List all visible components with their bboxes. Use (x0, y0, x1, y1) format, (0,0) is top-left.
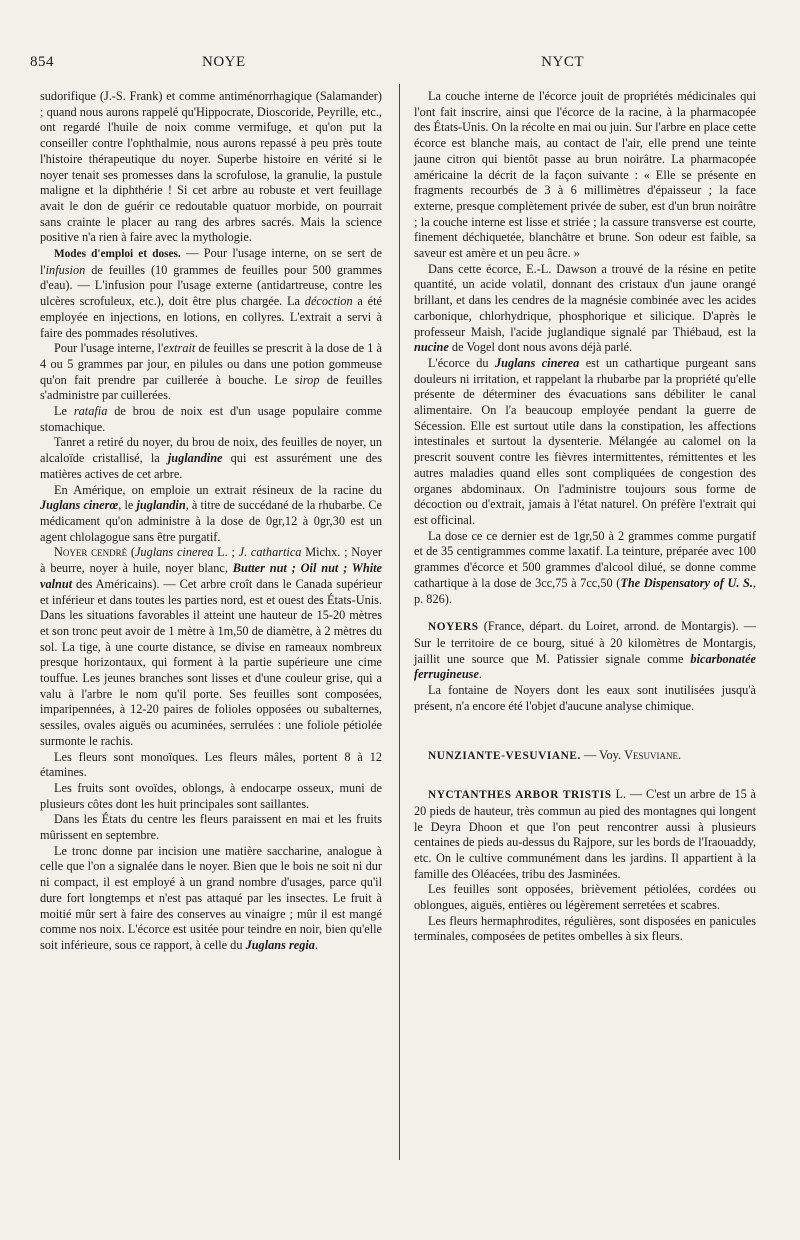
paragraph (40, 844, 382, 954)
text: (France, départ. du Loiret, arrond. de Montargis). — Sur le territoire de ce bourg, situé à 20 kilomètres de Montargis, jaillit une source que M. Patissier signale comme (414, 619, 756, 666)
text: . (314, 937, 318, 952)
emphasis: infusion (45, 262, 86, 277)
paragraph: Les fleurs sont monoïques. Les fleurs mâles, portent 8 à 12 étamines. (40, 749, 382, 780)
emphasis: sirop (294, 372, 320, 387)
page-number: 854 (30, 54, 54, 70)
text: . (478, 667, 482, 682)
emphasis: Butter nut ; Oil nut ; White valnut (40, 561, 382, 591)
small-caps-term: Vesuviane (624, 748, 678, 763)
text: de feuilles s'administre par cuillerées. (40, 372, 382, 403)
text: La dose ce ce dernier est de 1gr,50 à 2 grammes comme purgatif et de 35 centigrammes comme laxatif. La teinture, préparée avec 100 grammes d'écorce et 500 grammes d'alcool dilué, se donne comme cathartique à la dose de 3cc,75 à 7cc,50 ( (414, 528, 756, 590)
paragraph: La couche interne de l'écorce jouit de propriétés médicinales qui l'ont fait inscrire, ainsi que l'écorce de la racine, à la pharmacopée des États-Unis. On la récolte en mai ou juin. Sur l'arbre en place cette écorce est blanche mais, au contact de l'air, elle prend une teinte jaune citron qui bientôt passe au brun noirâtre. La pharmacopée américaine la décrit de la façon suivante : « Elle se présente en fragments recourbés de 3 à 6 millimètres d'épaisseur ; la face externe, presque complètement privée de suber, est d'un brun noirâtre ; la couche interne est lisse et striée ; la cassure transverse est courte, finement déchiquetée, blanchâtre et brune. Son odeur est faible, sa saveur est amère et un peu âcre. » (414, 89, 756, 261)
text: Dans cette écorce, E.-L. Dawson a trouvé de la résine en petite quantité, un acide volatil, donnant des cristaux d'un jaune orangé brillant, et dans les cendres de la magnésie combinée avec les acides carbonique, chlorhydrique, phosphorique et silicique. D'après le professeur Maish, l'acide juglandique signalé par Thiébaud, est la (414, 261, 756, 339)
paragraph (40, 246, 382, 341)
text: — Voy. (580, 748, 625, 763)
text: de Vogel dont nous avons déjà parlé. (448, 340, 633, 355)
header-left-word: NOYE (202, 54, 246, 70)
emphasis: Juglans regia (245, 937, 315, 952)
emphasis: Juglans cinerœ (40, 498, 119, 513)
paragraph: sudorifique (J.-S. Frank) et comme antiménorrhagique (Salamander) ; quand nous aurons rappelé qu'Hippocrate, Dioscoride, Peyrille, etc., ont regardé l'huile de noix comme vermifuge, et qu'on put la conseiller contre l'ophthalmie, nous aurons repassé à peu près toute l'histoire thérapeutique du noyer. Superbe histoire en vérité si le noyer tenait ses promesses dans la scrofulose, la granulie, la pustule maligne et la diphthérie ! Si cet arbre au robuste et vert feuillage avait le don de guérir ce redoutable quatuor morbide, on pourrait sans crainte le placer au rang des arbres sacrés. Mais la science positive n'a rien à faire avec la mythologie. (40, 89, 382, 245)
column-divider (399, 84, 400, 1160)
text: Tanret a retiré du noyer, du brou de noix, des feuilles de noyer, un alcaloïde cristallisé, la (40, 435, 382, 466)
text: L. — C'est un arbre de 15 à 20 pieds de hauteur, très commun au pied des montagnes qui longent le Deyra Dhoon et que l'on peut rencontrer aussi à plusieurs centaines de pieds au-dessus du Rajpore, sur les bords de l'Iraouaddy, etc. On le cultive communément dans les jardins. Il appartient à la famille des Oléacées, tribu des Jasminées. (414, 787, 757, 881)
paragraph (40, 404, 382, 435)
header-right-word: NYCT (541, 54, 584, 70)
text: qui est assurément une des matières actives de cet arbre. (40, 451, 382, 481)
text: , le (118, 498, 137, 513)
emphasis: nucine (414, 340, 449, 355)
entry-headword: NUNZIANTE-VESUVIANE. (428, 750, 581, 763)
text: ( (127, 545, 135, 560)
text: des Américains). — Cet arbre croît dans le Canada supérieur et inférieur et dans toutes les parties nord, est et ouest des États-Unis. Dans les situations favorables il atteint une hauteur de 15-20 mètres et son tronc peut avoir de 1 mètre à 1m,50 de diamètre, à 2 mètres du sol. La tige, à une courte distance, se divise en rameaux nombreux presque horizontaux, qui forment à la partie supérieure une cime touffue. Les jeunes branches sont lisses et d'une couleur grise, qui a valu à l'arbre le nom qu'il porte. Ses feuilles sont composées, imparipennées, à 12-20 paires de folioles opposées ou subalternes, sessiles, ovales aiguës ou acuminées, serrulées : une foliole pétiolée surmonte le rachis. (40, 576, 382, 748)
section-lead: Modes d'emploi et doses. (54, 248, 181, 261)
text: , p. 826). (414, 575, 756, 606)
paragraph (414, 356, 756, 529)
text: — Pour l'usage interne, on se sert de l' (40, 246, 382, 277)
text: , à titre de succédané de la rhubarbe. Ce médicament qu'on administre à la dose de 0gr,12 à 0gr,30 est un agent chlolagogue sans être purgatif. (40, 498, 382, 544)
text: a été employée en injections, en lotions, en collyres. L'extrait a servi à faire des pommades résolutives. (40, 294, 382, 340)
emphasis: juglandine (167, 451, 223, 466)
paragraph (414, 529, 756, 608)
paragraph: Les feuilles sont opposées, brièvement pétiolées, cordées ou oblongues, aiguës, entières ou légèrement serretées et scabres. (414, 882, 756, 913)
text: Michx. ; Noyer à beurre, noyer à huile, noyer blanc, (40, 545, 382, 576)
paragraph (40, 341, 382, 404)
paragraph: La fontaine de Noyers dont les eaux sont inutilisées jusqu'à présent, n'a encore été l'objet d'aucune analyse chimique. (414, 683, 756, 713)
text: de feuilles se prescrit à la dose de 1 à 4 ou 5 grammes par jour, en pilules ou dans une potion gommeuse qu'on fait prendre par cuillerée à bouche. Le (40, 341, 382, 387)
emphasis: J. cathartica (238, 545, 302, 560)
emphasis: The Dispensatory of U. S. (620, 575, 753, 590)
paragraph (40, 545, 382, 749)
text: L. ; (213, 545, 239, 560)
small-caps-term: Noyer cendré (54, 545, 128, 560)
entry-nunziante (414, 748, 756, 765)
emphasis: bicarbonatée ferrugineuse (414, 651, 756, 682)
text: Pour l'usage interne, l' (54, 341, 164, 356)
running-header (30, 54, 770, 76)
emphasis: ratafia (73, 404, 108, 419)
paragraph (40, 483, 382, 546)
paragraph: Dans les États du centre les fleurs paraissent en mai et les fruits mûrissent en septembre. (40, 812, 382, 843)
text: de feuilles (10 grammes de feuilles pour 500 grammes d'eau). — L'infusion pour l'usage externe (antidartreuse, contre les ulcères scrofuleux, etc.), doit être plus chargée. La (40, 262, 382, 309)
emphasis: extrait (163, 341, 196, 356)
emphasis: décoction (304, 294, 353, 309)
paragraph (40, 435, 382, 482)
entry-nyctanthes (414, 787, 756, 882)
entry-headword: NOYERS (428, 621, 479, 634)
paragraph (414, 262, 756, 356)
text: En Amérique, on emploie un extrait résineux de la racine du (54, 482, 382, 497)
text: L'écorce du (428, 355, 495, 370)
emphasis: Juglans cinerea (494, 355, 580, 370)
text: de brou de noix est d'un usage populaire comme stomachique. (40, 404, 383, 434)
right-column (414, 89, 756, 945)
left-column (40, 89, 382, 954)
paragraph: Les fleurs hermaphrodites, régulières, sont disposées en panicules terminales, composées de petites ombelles à six fleurs. (414, 913, 756, 944)
emphasis: Juglans cinerea (134, 545, 214, 560)
text: Le (54, 404, 74, 419)
text: . (677, 748, 682, 763)
entry-noyers (414, 619, 756, 683)
paragraph: Les fruits sont ovoïdes, oblongs, à endocarpe osseux, muni de plusieurs côtes dont les huit principales sont saillantes. (40, 780, 382, 811)
text: est un cathartique purgeant sans douleurs ni irritation, et rappelant la rhubarbe par la propriété qu'elle présente de déterminer des évacuations sans débiliter le canal alimentaire. On l'a beaucoup employée pendant la guerre de Sécession. Elle est surtout utile dans la constipation, les affections intestinales et surtout la dysenterie. Mélangée au calomel on la prescrit souvent contre les fièvres intermittentes, rémittentes et les autres maladies quand elles sont compliquées de congestion des organes abdominaux. On l'administre toujours sous forme de décoction ou d'extrait, jamais à l'état naturel. On préfère l'extrait qui est officinal. (414, 355, 756, 527)
text: Le tronc donne par incision une matière saccharine, analogue à celle que l'on a signalée dans le noyer. Bien que le bois ne soit ni dur ni compact, il est employé à un grand nombre d'usages, parce qu'il dure fort longtemps et n'est pas attaqué par les insectes. Le fruit à moitié mûr sert à faire des conserves au vinaigre ; mûr il est mangé comme nos noix. L'écorce est usitée pour teindre en noir, bien qu'elle soit inférieure, sous ce rapport, à celle du (40, 843, 382, 952)
entry-headword: NYCTANTHES ARBOR TRISTIS (428, 789, 612, 802)
emphasis: juglandin (136, 498, 186, 513)
